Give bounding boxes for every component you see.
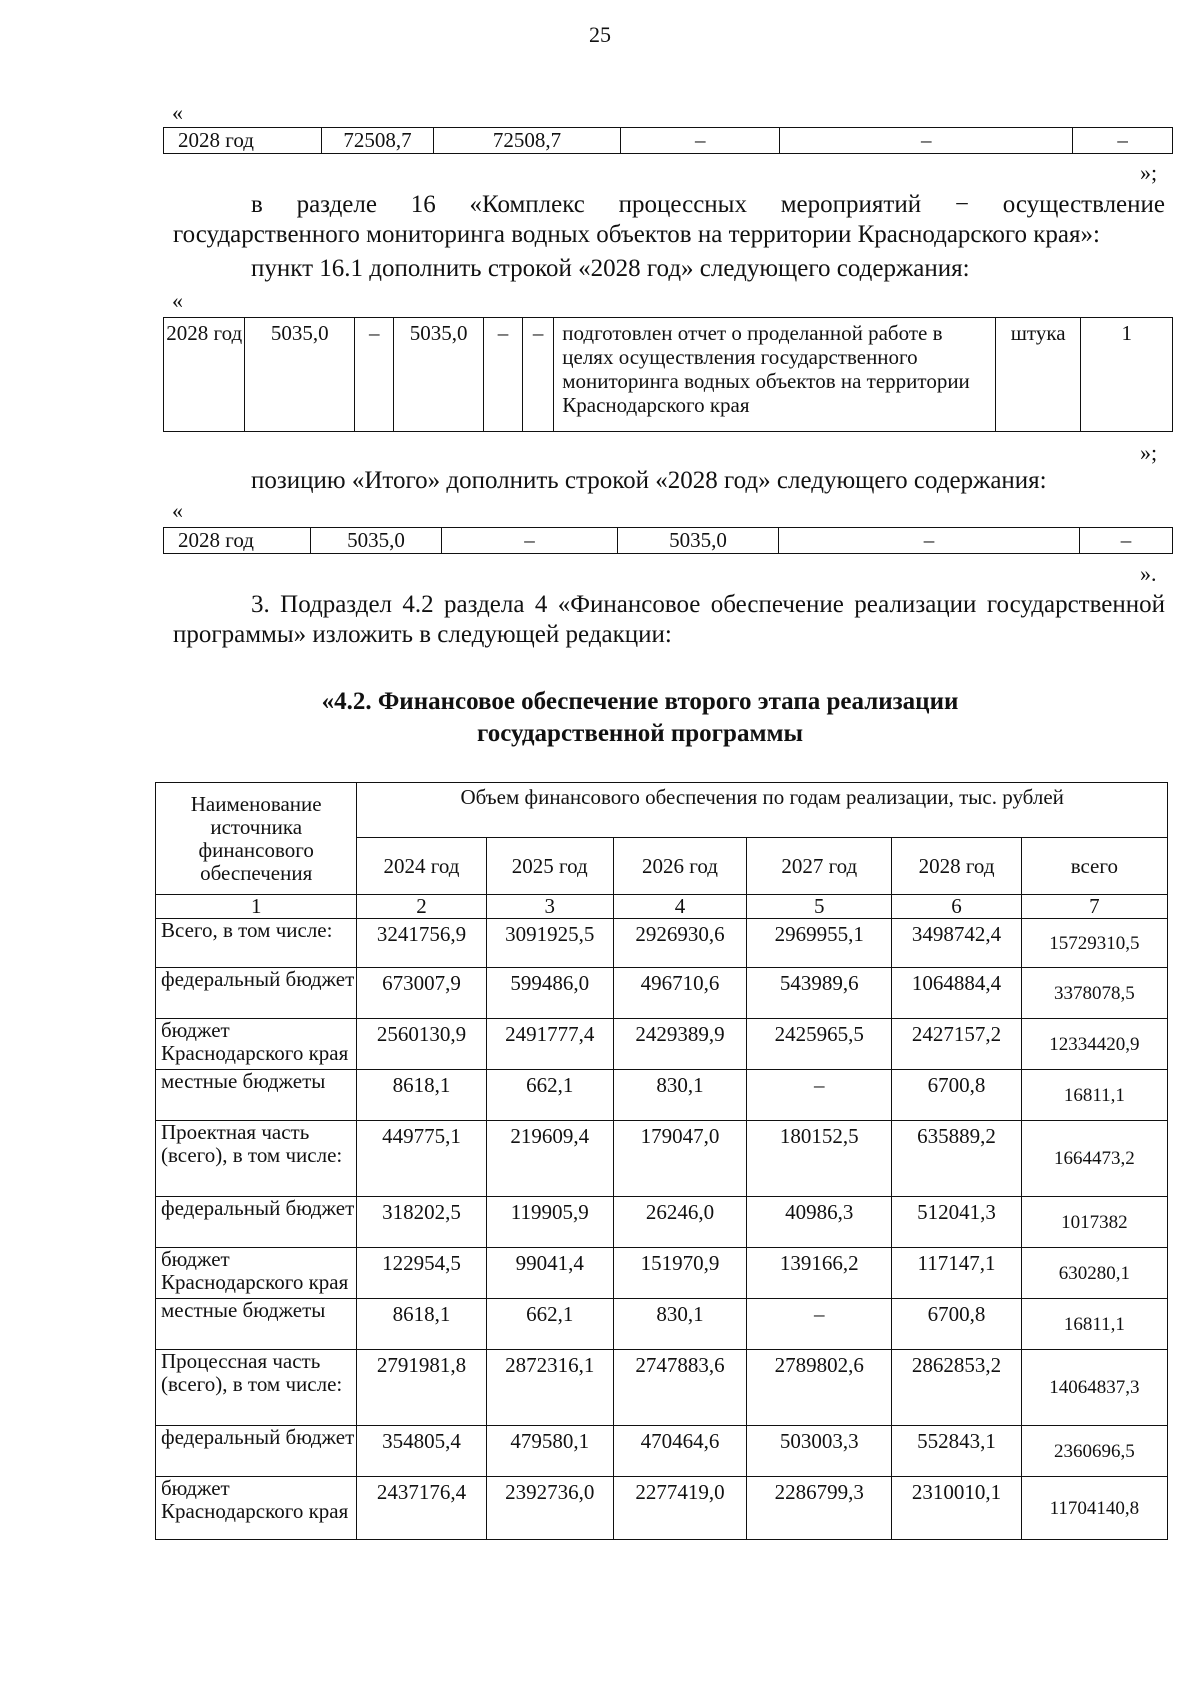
- year-value: 662,1: [486, 1070, 613, 1121]
- year-value: 122954,5: [357, 1248, 486, 1299]
- source-name: местные бюджеты: [156, 1299, 357, 1350]
- year-value: 2560130,9: [357, 1019, 486, 1070]
- year-value: 2872316,1: [486, 1350, 613, 1426]
- year-value: 2789802,6: [747, 1350, 892, 1426]
- year-value: 673007,9: [357, 968, 486, 1019]
- financing-table: [155, 782, 1168, 1540]
- year-value: 139166,2: [747, 1248, 892, 1299]
- column-number: 7: [1021, 895, 1167, 919]
- year-value: 2425965,5: [747, 1019, 892, 1070]
- total-value: 1664473,2: [1021, 1121, 1167, 1197]
- amendment-table-2: [163, 317, 1173, 432]
- total-value: 630280,1: [1021, 1248, 1167, 1299]
- year-value: –: [747, 1299, 892, 1350]
- table-row: [156, 1299, 1168, 1350]
- year-value: 830,1: [613, 1299, 746, 1350]
- total-value: 15729310,5: [1021, 919, 1167, 968]
- source-name: бюджет Краснодарского края: [156, 1248, 357, 1299]
- table-cell: 2028 год: [164, 318, 245, 432]
- table-row: [164, 318, 1173, 432]
- year-value: 318202,5: [357, 1197, 486, 1248]
- table-row: [156, 919, 1168, 968]
- year-value: 151970,9: [613, 1248, 746, 1299]
- year-value: 1064884,4: [892, 968, 1021, 1019]
- table-cell: 72508,7: [433, 128, 620, 154]
- table-cell: –: [1080, 528, 1173, 554]
- year-value: 117147,1: [892, 1248, 1021, 1299]
- year-value: 2969955,1: [747, 919, 892, 968]
- page-number: 25: [589, 22, 611, 47]
- year-value: 2427157,2: [892, 1019, 1021, 1070]
- year-value: 449775,1: [357, 1121, 486, 1197]
- table-row: [164, 128, 1173, 154]
- section-heading-line: «4.2. Финансовое обеспечение второго этапа реализации: [321, 688, 959, 715]
- table-cell: –: [621, 128, 780, 154]
- open-quote: «: [172, 498, 183, 523]
- total-value: 3378078,5: [1021, 968, 1167, 1019]
- header-total: всего: [1021, 838, 1167, 895]
- source-name: местные бюджеты: [156, 1070, 357, 1121]
- total-value: 1017382: [1021, 1197, 1167, 1248]
- table-header-row: [156, 783, 1168, 838]
- year-value: 2791981,8: [357, 1350, 486, 1426]
- header-year: 2028 год: [892, 838, 1021, 895]
- column-number: 6: [892, 895, 1021, 919]
- table-row: [156, 1248, 1168, 1299]
- paragraph: в разделе 16 «Комплекс процессных мероприятий − осуществление государственного мониторинга водных объектов на территории Краснодарского края»:: [173, 191, 1165, 248]
- year-value: 3091925,5: [486, 919, 613, 968]
- header-year: 2026 год: [613, 838, 746, 895]
- year-value: 512041,3: [892, 1197, 1021, 1248]
- table-cell: штука: [995, 318, 1081, 432]
- year-value: 662,1: [486, 1299, 613, 1350]
- table-row: [156, 968, 1168, 1019]
- total-value: 2360696,5: [1021, 1426, 1167, 1477]
- year-value: 2310010,1: [892, 1477, 1021, 1540]
- total-value: 11704140,8: [1021, 1477, 1167, 1540]
- year-value: 599486,0: [486, 968, 613, 1019]
- year-value: 2491777,4: [486, 1019, 613, 1070]
- table-row: [164, 528, 1173, 554]
- amendment-table-3: [163, 527, 1173, 554]
- total-value: 16811,1: [1021, 1070, 1167, 1121]
- year-value: 6700,8: [892, 1070, 1021, 1121]
- year-value: 2392736,0: [486, 1477, 613, 1540]
- column-number: 4: [613, 895, 746, 919]
- year-value: 119905,9: [486, 1197, 613, 1248]
- year-value: 552843,1: [892, 1426, 1021, 1477]
- year-value: 830,1: [613, 1070, 746, 1121]
- total-value: 12334420,9: [1021, 1019, 1167, 1070]
- column-number: 3: [486, 895, 613, 919]
- year-value: 2862853,2: [892, 1350, 1021, 1426]
- source-name: Процессная часть (всего), в том числе:: [156, 1350, 357, 1426]
- year-value: 470464,6: [613, 1426, 746, 1477]
- close-quote: ».: [1140, 561, 1157, 586]
- close-quote: »;: [1140, 160, 1158, 185]
- year-value: 40986,3: [747, 1197, 892, 1248]
- year-value: 3498742,4: [892, 919, 1021, 968]
- table-row: [156, 1477, 1168, 1540]
- table-cell: –: [483, 318, 522, 432]
- table-cell: –: [523, 318, 554, 432]
- source-name: федеральный бюджет: [156, 1197, 357, 1248]
- section-heading: [150, 686, 1130, 750]
- source-name: Проектная часть (всего), в том числе:: [156, 1121, 357, 1197]
- table-cell: 5035,0: [311, 528, 442, 554]
- year-value: 2437176,4: [357, 1477, 486, 1540]
- column-number: 1: [156, 895, 357, 919]
- header-year: 2024 год: [357, 838, 486, 895]
- source-name: бюджет Краснодарского края: [156, 1477, 357, 1540]
- source-name: федеральный бюджет: [156, 1426, 357, 1477]
- total-value: 16811,1: [1021, 1299, 1167, 1350]
- table-row: [156, 1121, 1168, 1197]
- table-row: [156, 1197, 1168, 1248]
- total-value: 14064837,3: [1021, 1350, 1167, 1426]
- year-value: 6700,8: [892, 1299, 1021, 1350]
- year-value: 26246,0: [613, 1197, 746, 1248]
- table-cell: –: [779, 528, 1080, 554]
- header-year: 2027 год: [747, 838, 892, 895]
- year-value: 2747883,6: [613, 1350, 746, 1426]
- table-row: [156, 1426, 1168, 1477]
- year-value: 543989,6: [747, 968, 892, 1019]
- table-cell-description: подготовлен отчет о проделанной работе в целях осуществления государственного мониторинга водных объектов на территории Краснодарского края: [554, 318, 996, 432]
- open-quote: «: [172, 100, 183, 125]
- table-cell: 5035,0: [394, 318, 484, 432]
- year-value: 179047,0: [613, 1121, 746, 1197]
- year-value: 635889,2: [892, 1121, 1021, 1197]
- year-value: 354805,4: [357, 1426, 486, 1477]
- year-value: 2277419,0: [613, 1477, 746, 1540]
- year-value: 496710,6: [613, 968, 746, 1019]
- table-row: [156, 1019, 1168, 1070]
- table-cell: –: [1073, 128, 1173, 154]
- section-heading-line: государственной программы: [476, 720, 804, 747]
- table-cell: –: [442, 528, 618, 554]
- table-cell: 1: [1081, 318, 1173, 432]
- year-value: 2286799,3: [747, 1477, 892, 1540]
- table-row: [156, 1070, 1168, 1121]
- close-quote: »;: [1140, 440, 1158, 465]
- paragraph: 3. Подраздел 4.2 раздела 4 «Финансовое обеспечение реализации государственной программы» изложить в следующей редакции:: [173, 591, 1165, 648]
- open-quote: «: [172, 288, 183, 313]
- paragraph: пункт 16.1 дополнить строкой «2028 год» следующего содержания:: [251, 255, 970, 282]
- table-cell: 5035,0: [245, 318, 355, 432]
- year-value: 3241756,9: [357, 919, 486, 968]
- year-value: 479580,1: [486, 1426, 613, 1477]
- table-cell: –: [780, 128, 1073, 154]
- column-number: 2: [357, 895, 486, 919]
- column-number-row: [156, 895, 1168, 919]
- table-row: [156, 1350, 1168, 1426]
- year-value: 2926930,6: [613, 919, 746, 968]
- source-name: бюджет Краснодарского края: [156, 1019, 357, 1070]
- table-cell: 2028 год: [164, 128, 322, 154]
- year-value: 219609,4: [486, 1121, 613, 1197]
- table-cell: 72508,7: [322, 128, 434, 154]
- paragraph: позицию «Итого» дополнить строкой «2028 год» следующего содержания:: [251, 467, 1047, 494]
- header-year: 2025 год: [486, 838, 613, 895]
- year-value: 8618,1: [357, 1070, 486, 1121]
- table-cell: –: [355, 318, 394, 432]
- year-value: 2429389,9: [613, 1019, 746, 1070]
- amendment-table-1: [163, 127, 1173, 154]
- year-value: 503003,3: [747, 1426, 892, 1477]
- year-value: 99041,4: [486, 1248, 613, 1299]
- source-name: федеральный бюджет: [156, 968, 357, 1019]
- header-group: Объем финансового обеспечения по годам реализации, тыс. рублей: [357, 783, 1168, 838]
- header-source-name: Наименование источника финансового обеспечения: [156, 783, 357, 895]
- year-value: 8618,1: [357, 1299, 486, 1350]
- year-value: 180152,5: [747, 1121, 892, 1197]
- year-value: –: [747, 1070, 892, 1121]
- column-number: 5: [747, 895, 892, 919]
- table-cell: 5035,0: [618, 528, 779, 554]
- source-name: Всего, в том числе:: [156, 919, 357, 968]
- table-cell: 2028 год: [164, 528, 311, 554]
